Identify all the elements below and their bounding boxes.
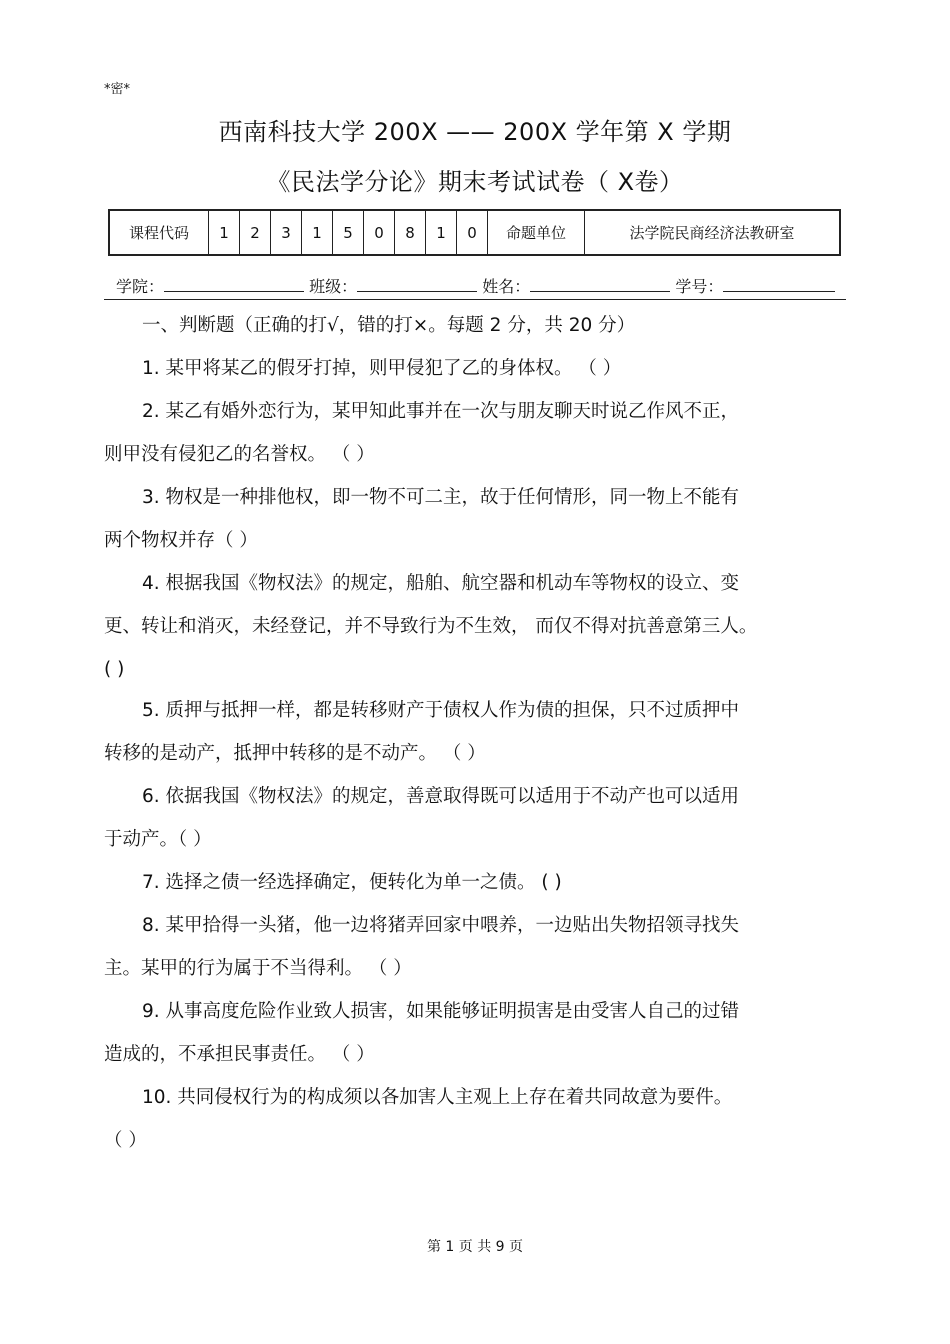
name-blank[interactable] [530, 277, 670, 292]
code-digit: 3 [271, 210, 302, 255]
question-8-cont: 主。某甲的行为属于不当得利。 （ ） [104, 958, 412, 979]
code-digit: 8 [395, 210, 426, 255]
question-3: 3. 物权是一种排他权，即一物不可二主，故于任何情形，同一物上不能有 [142, 487, 740, 508]
question-2-cont: 则甲没有侵犯乙的名誉权。 （ ） [104, 444, 375, 465]
issuing-unit-label: 命题单位 [488, 210, 585, 255]
question-10-cont: （ ） [104, 1130, 147, 1151]
code-digit: 1 [426, 210, 457, 255]
code-digit: 1 [302, 210, 333, 255]
code-digit: 1 [209, 210, 240, 255]
question-5: 5. 质押与抵押一样，都是转移财产于债权人作为债的担保，只不过质押中 [142, 700, 740, 721]
question-6-cont: 于动产。（ ） [104, 829, 212, 850]
college-blank[interactable] [164, 277, 304, 292]
question-4: 4. 根据我国《物权法》的规定，船舶、航空器和机动车等物权的设立、变 [142, 573, 740, 594]
student-id-label: 学号： [675, 277, 724, 296]
question-9: 9. 从事高度危险作业致人损害，如果能够证明损害是由受害人自己的过错 [142, 1001, 740, 1022]
exam-title-line1: 西南科技大学 200X —— 200X 学年第 X 学期 [218, 118, 732, 146]
question-8: 8. 某甲拾得一头猪，他一边将猪弄回家中喂养，一边贴出失物招领寻找失 [142, 915, 740, 936]
question-2: 2. 某乙有婚外恋行为，某甲知此事并在一次与朋友聊天时说乙作风不正， [142, 401, 740, 422]
question-6: 6. 依据我国《物权法》的规定，善意取得既可以适用于不动产也可以适用 [142, 786, 740, 807]
student-id-blank[interactable] [723, 277, 835, 292]
code-digit: 2 [240, 210, 271, 255]
question-9-cont: 造成的，不承担民事责任。 （ ） [104, 1044, 375, 1065]
code-digit: 0 [457, 210, 488, 255]
question-1: 1. 某甲将某乙的假牙打掉，则甲侵犯了乙的身体权。 （ ） [142, 358, 622, 379]
course-code-table [108, 209, 841, 256]
question-7: 7. 选择之债一经选择确定，便转化为单一之债。 ( ) [142, 872, 562, 893]
question-4-cont: 更、转让和消灭，未经登记，并不导致行为不生效， 而仅不得对抗善意第三人。 [104, 616, 758, 637]
student-info-line [104, 274, 846, 300]
class-label: 班级： [309, 277, 358, 296]
course-code-label: 课程代码 [109, 210, 209, 255]
question-3-cont: 两个物权并存（ ） [104, 530, 258, 551]
issuing-unit-value: 法学院民商经济法教研室 [585, 210, 841, 255]
question-10: 10. 共同侵权行为的构成须以各加害人主观上上存在着共同故意为要件。 [142, 1087, 733, 1108]
code-digit: 0 [364, 210, 395, 255]
section-heading: 一、判断题（正确的打√，错的打×。每题 2 分，共 20 分） [142, 315, 636, 336]
name-label: 姓名： [482, 277, 531, 296]
exam-title-line2: 《民法学分论》期末考试试卷（ X卷） [266, 168, 684, 196]
confidential-mark: *密* [104, 82, 131, 97]
class-blank[interactable] [357, 277, 477, 292]
code-digit: 5 [333, 210, 364, 255]
college-label: 学院： [116, 277, 165, 296]
page-footer: 第 1 页 共 9 页 [426, 1239, 524, 1255]
question-5-cont: 转移的是动产，抵押中转移的是不动产。 （ ） [104, 743, 486, 764]
question-4-answer: ( ) [104, 659, 125, 680]
